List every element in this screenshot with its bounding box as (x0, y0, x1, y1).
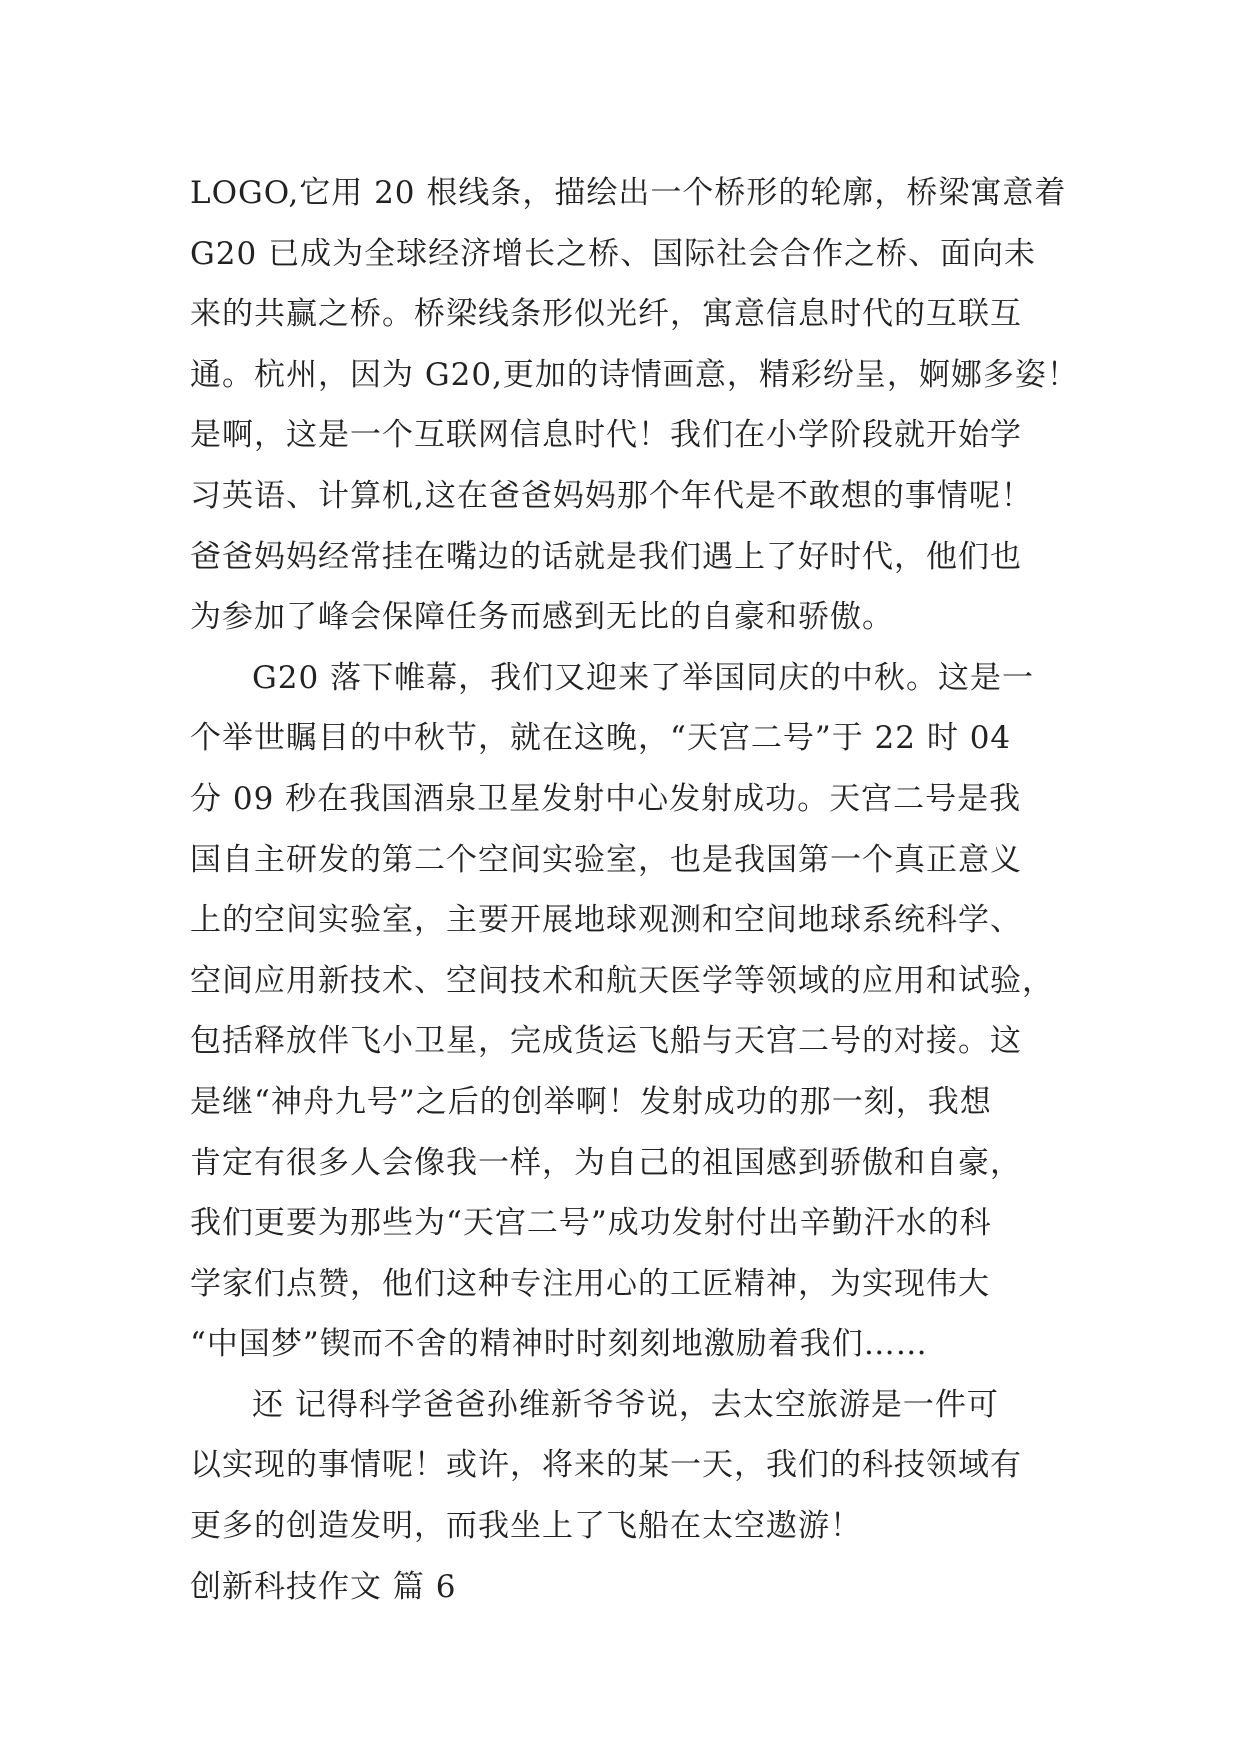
text-line: 包括释放伴飞小卫星，完成货运飞船与天宫二号的对接。这 (190, 1023, 1022, 1060)
text-line: 我们更要为那些为“天宫二号”成功发射付出辛勤汗水的科 (190, 1205, 992, 1242)
text-line: “中国梦”锲而不舍的精神时时刻刻地激励着我们…… (190, 1326, 928, 1363)
text-line: 上的空间实验室，主要开展地球观测和空间地球系统科学、 (190, 902, 1022, 939)
text-line: 习英语、计算机,这在爸爸妈妈那个年代是不敢想的事情呢！ (190, 477, 1033, 514)
paragraph-start-line: G20 落下帷幕，我们又迎来了举国同庆的中秋。这是一 (252, 659, 1035, 696)
text-line: 以实现的事情呢！或许，将来的某一天，我们的科技领域有 (190, 1447, 1022, 1484)
text-line: 是继“神舟九号”之后的创举啊！发射成功的那一刻，我想 (190, 1083, 992, 1120)
text-line: G20 已成为全球经济增长之桥、国际社会合作之桥、面向未 (190, 235, 1037, 272)
text-line: 肯定有很多人会像我一样，为自己的祖国感到骄傲和自豪， (190, 1144, 1022, 1181)
text-line: 学家们点赞，他们这种专注用心的工匠精神，为实现伟大 (190, 1265, 990, 1302)
text-line: 通。杭州，因为 G20,更加的诗情画意，精彩纷呈，婀娜多姿！ (190, 356, 1079, 393)
text-line: 为参加了峰会保障任务而感到无比的自豪和骄傲。 (190, 599, 894, 636)
text-line: 分 09 秒在我国酒泉卫星发射中心发射成功。天宫二号是我 (190, 780, 1022, 817)
text-line: 空间应用新技术、空间技术和航天医学等领域的应用和试验， (190, 962, 1054, 999)
section-heading: 创新科技作文 篇 6 (190, 1568, 457, 1605)
paragraph-start-line: 还 记得科学爸爸孙维新爷爷说，去太空旅游是一件可 (252, 1386, 999, 1423)
text-line: 国自主研发的第二个空间实验室，也是我国第一个真正意义 (190, 841, 1022, 878)
text-line: 来的共赢之桥。桥梁线条形似光纤，寓意信息时代的互联互 (190, 296, 1022, 333)
text-line: 爸爸妈妈经常挂在嘴边的话就是我们遇上了好时代，他们也 (190, 538, 1022, 575)
document-body (190, 163, 1090, 1617)
text-line: 更多的创造发明，而我坐上了飞船在太空遨游！ (190, 1508, 862, 1545)
text-line: 是啊，这是一个互联网信息时代！我们在小学阶段就开始学 (190, 417, 1022, 454)
text-line: LOGO,它用 20 根线条，描绘出一个桥形的轮廓，桥梁寓意着 (190, 175, 1067, 211)
text-line: 个举世瞩目的中秋节，就在这晚，“天宫二号”于 22 时 04 (190, 720, 1012, 757)
